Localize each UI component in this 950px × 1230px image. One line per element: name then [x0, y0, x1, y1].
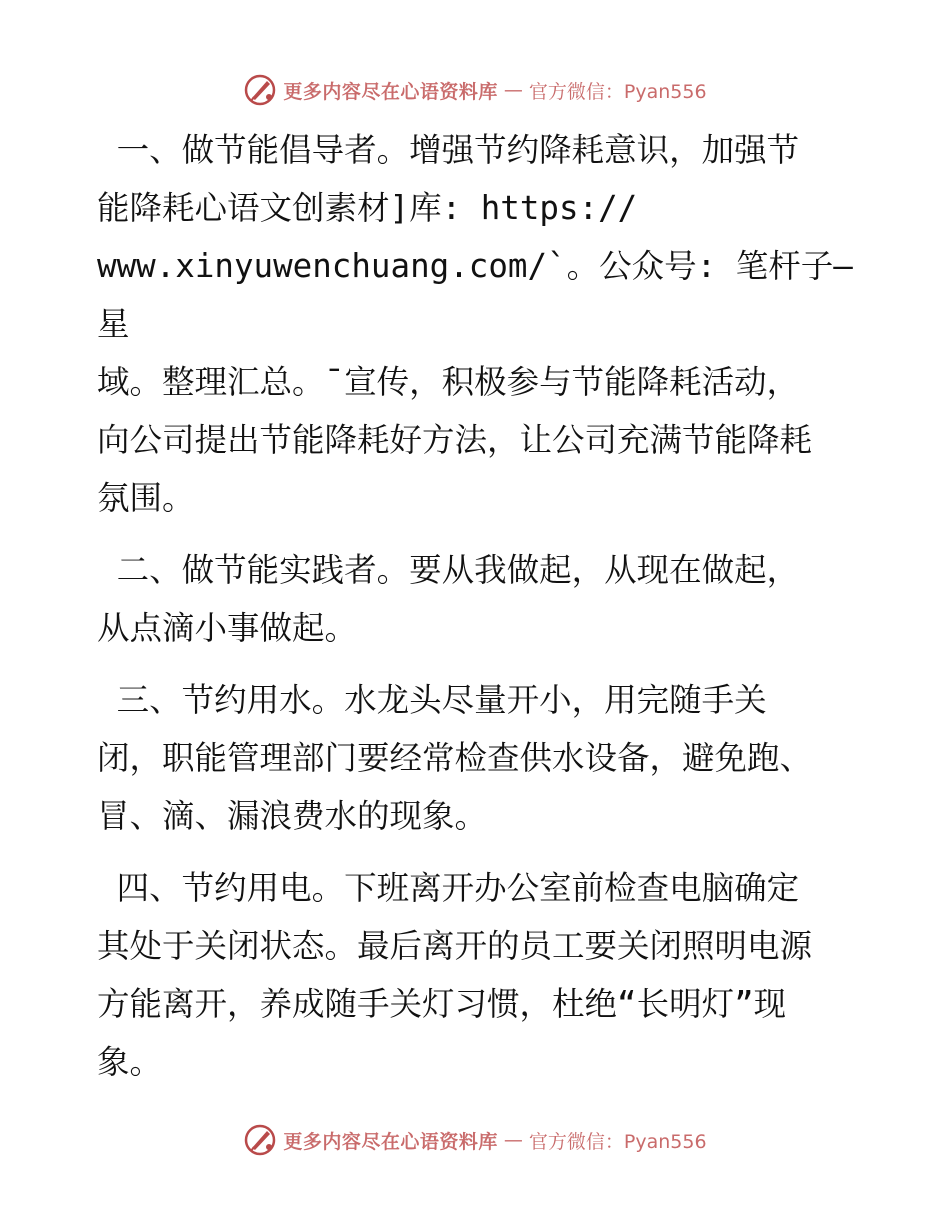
- text-line: 其处于关闭状态。最后离开的员工要关闭照明电源: [97, 927, 813, 965]
- text-line: 能降耗心语文创素材]库: https://: [97, 189, 638, 227]
- quill-seal-icon: [243, 73, 277, 107]
- banner-wechat-text: 官方微信：Pyan556: [528, 80, 707, 103]
- text-line: 冒、滴、漏浪费水的现象。: [97, 797, 488, 835]
- text-line: 氛围。: [97, 479, 195, 517]
- text-line: 一、做节能倡导者。增强节约降耗意识，加强节: [97, 131, 800, 169]
- paragraph-4: [97, 859, 857, 1091]
- text-line: 四、节约用电。下班离开办公室前检查电脑确定: [97, 869, 800, 907]
- text-line: 方能离开，养成随手关灯习惯，杜绝“长明灯”现: [97, 985, 787, 1023]
- quill-seal-icon: [243, 1123, 277, 1157]
- banner-dash: —: [503, 1129, 523, 1151]
- banner-wechat-text: 官方微信：Pyan556: [528, 1130, 707, 1153]
- banner-brand-text: 更多内容尽在心语资料库: [283, 80, 498, 103]
- text-line: 二、做节能实践者。要从我做起，从现在做起，: [97, 551, 800, 589]
- text-line: 象。: [97, 1043, 163, 1081]
- paragraph-3: [97, 671, 857, 845]
- text-line: 向公司提出节能降耗好方法，让公司充满节能降耗: [97, 421, 813, 459]
- banner-dash: —: [503, 79, 523, 101]
- text-line: 三、节约用水。水龙头尽量开小，用完随手关: [97, 681, 767, 719]
- document-body: [97, 121, 857, 1105]
- header-banner: [0, 70, 950, 110]
- text-line: 闭，职能管理部门要经常检查供水设备，避免跑、: [97, 739, 813, 777]
- text-line: 域。整理汇总。¯宣传，积极参与节能降耗活动，: [97, 363, 800, 401]
- paragraph-1: [97, 121, 857, 527]
- footer-banner: [0, 1120, 950, 1160]
- banner-brand-text: 更多内容尽在心语资料库: [283, 1130, 498, 1153]
- paragraph-2: [97, 541, 857, 657]
- text-line: www.xinyuwenchuang.com/`。公众号: 笔杆子—星: [97, 247, 853, 343]
- text-line: 从点滴小事做起。: [97, 609, 358, 647]
